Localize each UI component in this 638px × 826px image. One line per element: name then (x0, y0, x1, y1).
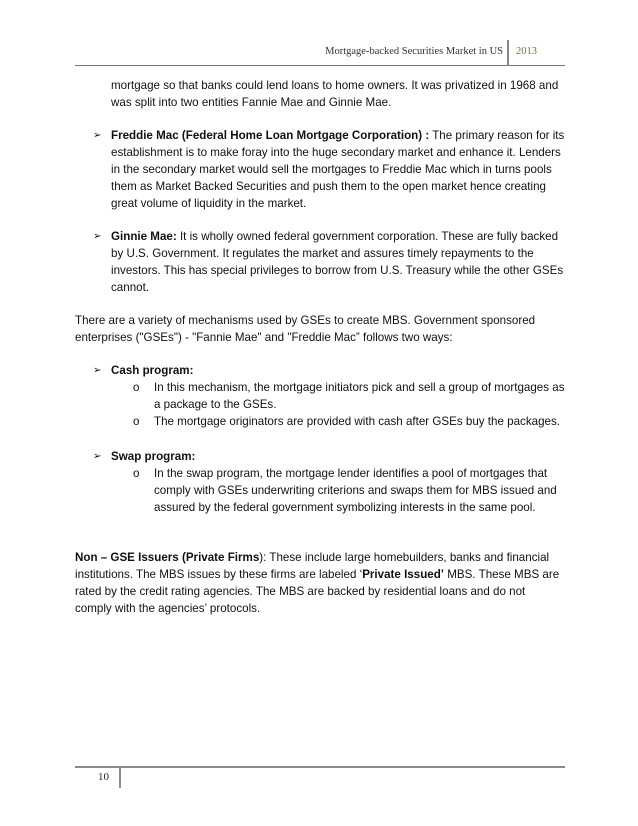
header-year: 2013 (516, 46, 537, 57)
freddie-mac-bullet (93, 127, 565, 212)
non-gse-paragraph (75, 549, 565, 617)
arrow-bullet-icon: ➢ (93, 231, 102, 242)
ginnie-mae-text: It is wholly owned federal government corporation. These are fully backed by U.S. Government. It regulates the market and assures timely repayments to the investors. This has special privileges to borrow from U.S. Treasury while the other GSEs cannot. (111, 230, 564, 294)
arrow-bullet-icon: ➢ (93, 365, 102, 376)
arrow-bullet-icon: ➢ (93, 130, 102, 141)
page-content (75, 77, 565, 617)
swap-program-label: Swap program: (111, 450, 196, 463)
non-gse-text-1: ): These include large homebuilders, banks and financial institutions. The MBS issues by these firms are labeled ‘ (75, 551, 550, 581)
list-item (133, 465, 565, 516)
cash-program-item-2: The mortgage originators are provided with cash after GSEs buy the packages. (154, 415, 560, 428)
private-issued-label: Private Issued’ (362, 568, 445, 581)
arrow-bullet-icon: ➢ (93, 451, 102, 462)
non-gse-text-2: MBS. These MBS are rated by the credit rating agencies. The MBS are backed by residential loans and do not comply with the agencies’ protocols. (75, 568, 560, 615)
swap-program-item-1: In the swap program, the mortgage lender identifies a pool of mortgages that comply with GSEs underwriting criterions and swaps them for MBS issued and assured by the federal government symbolizing interests in the same pool. (154, 467, 557, 514)
footer-rule (75, 766, 565, 768)
header-rule (75, 65, 565, 66)
cash-program-bullet (93, 362, 565, 379)
list-item (133, 413, 565, 430)
page-number: 10 (98, 771, 109, 783)
header-title: Mortgage-backed Securities Market in US (325, 46, 503, 57)
page-header (0, 40, 638, 66)
freddie-mac-paragraph (111, 127, 565, 212)
sub-bullet-icon: o (133, 381, 140, 394)
freddie-mac-label: Freddie Mac (Federal Home Loan Mortgage Corporation) : (111, 129, 430, 142)
ginnie-mae-paragraph (111, 228, 565, 296)
sub-bullet-icon: o (133, 415, 140, 428)
swap-program-bullet (93, 448, 565, 465)
ginnie-mae-label: Ginnie Mae: (111, 230, 177, 243)
non-gse-label: Non – GSE Issuers (Private Firms (75, 551, 260, 564)
list-item (133, 379, 565, 413)
header-divider (507, 40, 509, 66)
sub-bullet-icon: o (133, 467, 140, 480)
page-footer (0, 766, 638, 788)
mechanisms-paragraph: There are a variety of mechanisms used by GSEs to create MBS. Government sponsored enterprises ("GSEs") - "Fannie Mae" and "Freddie Mac” follows two ways: (75, 314, 536, 344)
footer-divider (119, 766, 121, 788)
cash-program-label: Cash program: (111, 364, 194, 377)
cash-program-item-1: In this mechanism, the mortgage initiators pick and sell a group of mortgages as a package to the GSEs. (154, 381, 565, 411)
intro-continuation: mortgage so that banks could lend loans to home owners. It was privatized in 1968 and was split into two entities Fannie Mae and Ginnie Mae. (111, 79, 559, 109)
freddie-mac-text: The primary reason for its establishment is to make foray into the huge secondary market and enhance it. Lenders in the secondary market would sell the mortgages to Freddie Mac which in turns pools them as Market Backed Securities and push them to the open market hence creating great volume of liquidity in the market. (111, 129, 565, 210)
ginnie-mae-bullet (93, 228, 565, 296)
